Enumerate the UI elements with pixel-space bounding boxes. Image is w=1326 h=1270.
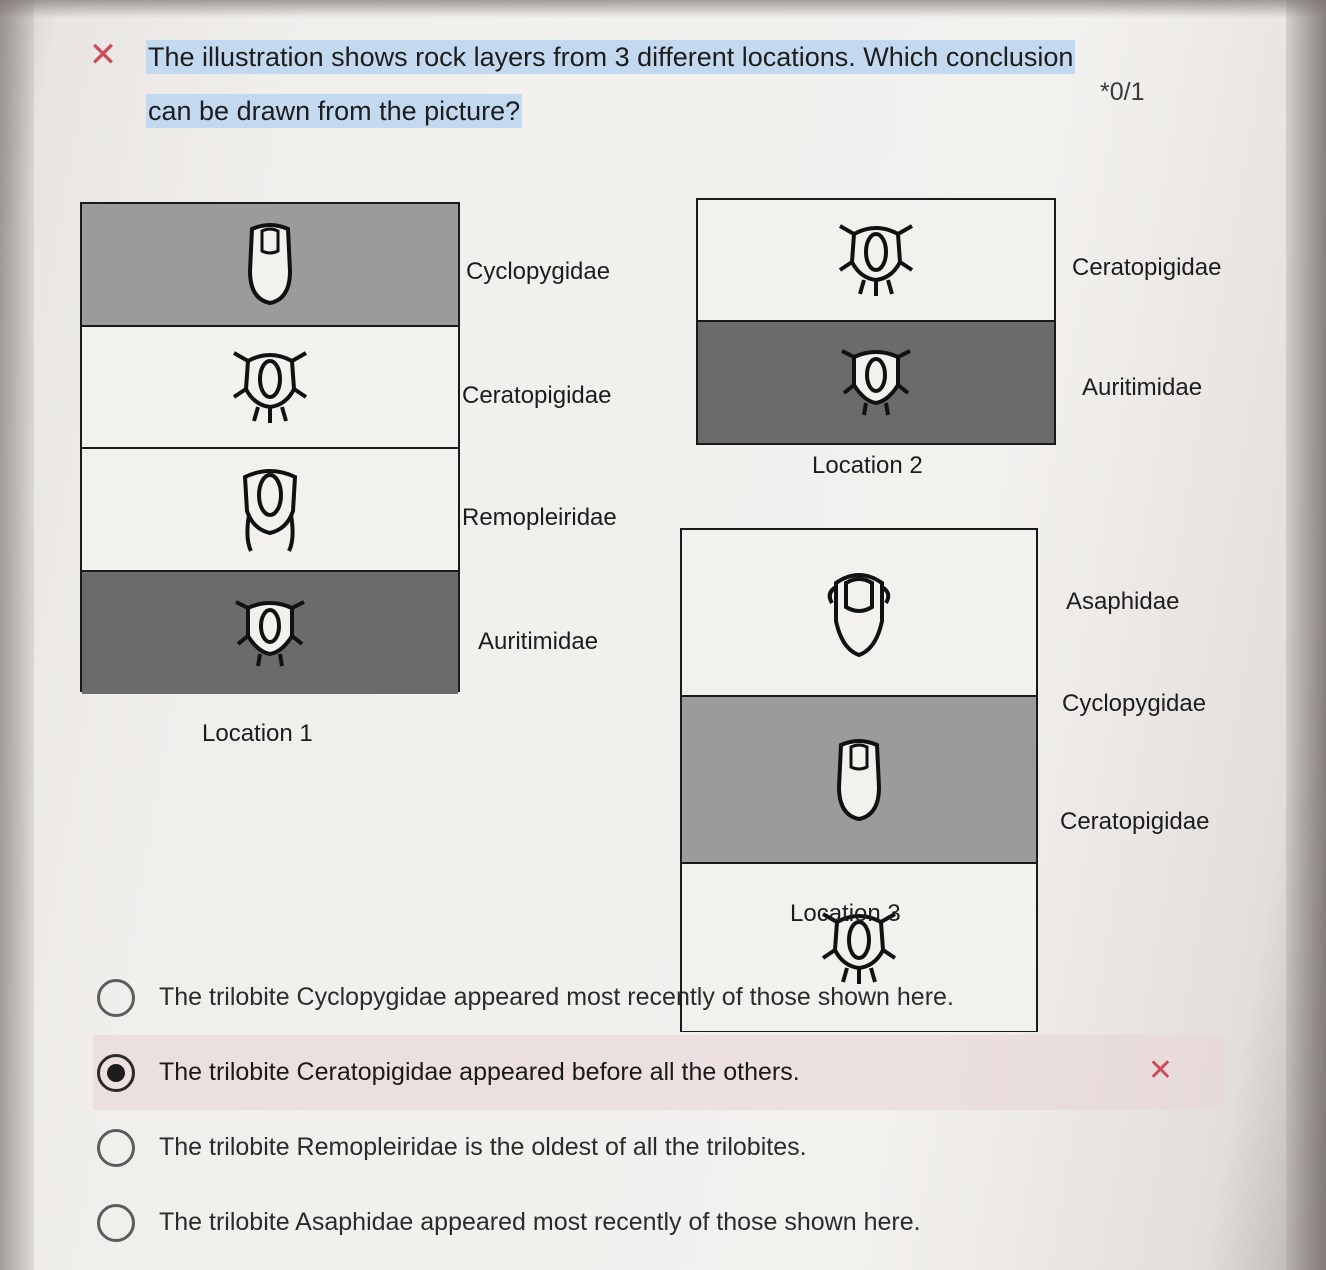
incorrect-icon: ✕ xyxy=(1147,1054,1173,1087)
question-text-highlight: The illustration shows rock layers from 3 different locations. Which conclusion can be drawn from the picture? xyxy=(148,42,1074,126)
label-cyclopygidae-loc1: Cyclopygidae xyxy=(466,258,611,285)
caption-location-3: Location 3 xyxy=(790,900,901,927)
option-label-2: The trilobite Ceratopigidae appeared before all the others. xyxy=(159,1058,800,1086)
auritimidae-fossil xyxy=(838,345,914,419)
label-auritimidae-loc1: Auritimidae xyxy=(478,628,599,655)
option-label-1: The trilobite Cyclopygidae appeared most recently of those shown here. xyxy=(159,983,954,1011)
ceratopigidae-fossil xyxy=(228,345,312,429)
radio-option-2[interactable] xyxy=(97,1054,135,1092)
remopleiridae-fossil xyxy=(235,463,305,555)
option-row-1[interactable] xyxy=(0,960,1326,1035)
location-2-stack xyxy=(696,198,1056,445)
label-auritimidae-loc2: Auritimidae xyxy=(1082,374,1203,401)
auritimidae-fossil xyxy=(232,596,308,670)
photo-edge-top xyxy=(0,0,1326,18)
answer-options xyxy=(0,960,1326,1260)
label-cyclopygidae-loc3: Cyclopygidae xyxy=(1062,690,1207,717)
label-ceratopigidae-loc1: Ceratopigidae xyxy=(462,382,612,409)
option-row-3[interactable] xyxy=(0,1110,1326,1185)
close-icon[interactable]: ✕ xyxy=(88,36,118,74)
radio-option-4[interactable] xyxy=(97,1204,135,1242)
option-label-4: The trilobite Asaphidae appeared most recently of those shown here. xyxy=(159,1208,921,1236)
location-1-stack xyxy=(80,202,460,692)
layer-ceratopigidae-loc2 xyxy=(698,200,1054,322)
option-row-2[interactable] xyxy=(93,1035,1223,1110)
cyclopygidae-fossil xyxy=(240,221,300,307)
layer-remopleiridae-loc1 xyxy=(82,449,458,572)
caption-location-2: Location 2 xyxy=(812,452,923,479)
layer-auritimidae-loc1 xyxy=(82,572,458,695)
ceratopigidae-fossil xyxy=(834,218,918,302)
question-text xyxy=(146,30,1106,138)
caption-location-1: Location 1 xyxy=(202,720,313,747)
rock-layer-illustration xyxy=(0,150,1326,960)
cyclopygidae-fossil xyxy=(829,737,889,823)
label-ceratopigidae-loc3: Ceratopigidae xyxy=(1060,808,1210,835)
asaphidae-fossil xyxy=(822,565,896,661)
radio-option-1[interactable] xyxy=(97,979,135,1017)
layer-asaphidae-loc3 xyxy=(682,530,1036,697)
option-label-3: The trilobite Remopleiridae is the oldest of all the trilobites. xyxy=(159,1133,807,1161)
label-asaphidae-loc3: Asaphidae xyxy=(1066,588,1180,615)
layer-ceratopigidae-loc1 xyxy=(82,327,458,450)
layer-auritimidae-loc2 xyxy=(698,322,1054,444)
location-3-stack xyxy=(680,528,1038,1032)
option-row-4[interactable] xyxy=(0,1185,1326,1260)
label-remopleiridae-loc1: Remopleiridae xyxy=(462,504,617,531)
layer-cyclopygidae-loc3 xyxy=(682,697,1036,864)
layer-cyclopygidae-loc1 xyxy=(82,204,458,327)
label-ceratopigidae-loc2: Ceratopigidae xyxy=(1072,254,1222,281)
score-badge: *0/1 xyxy=(1100,78,1145,106)
radio-option-3[interactable] xyxy=(97,1129,135,1167)
